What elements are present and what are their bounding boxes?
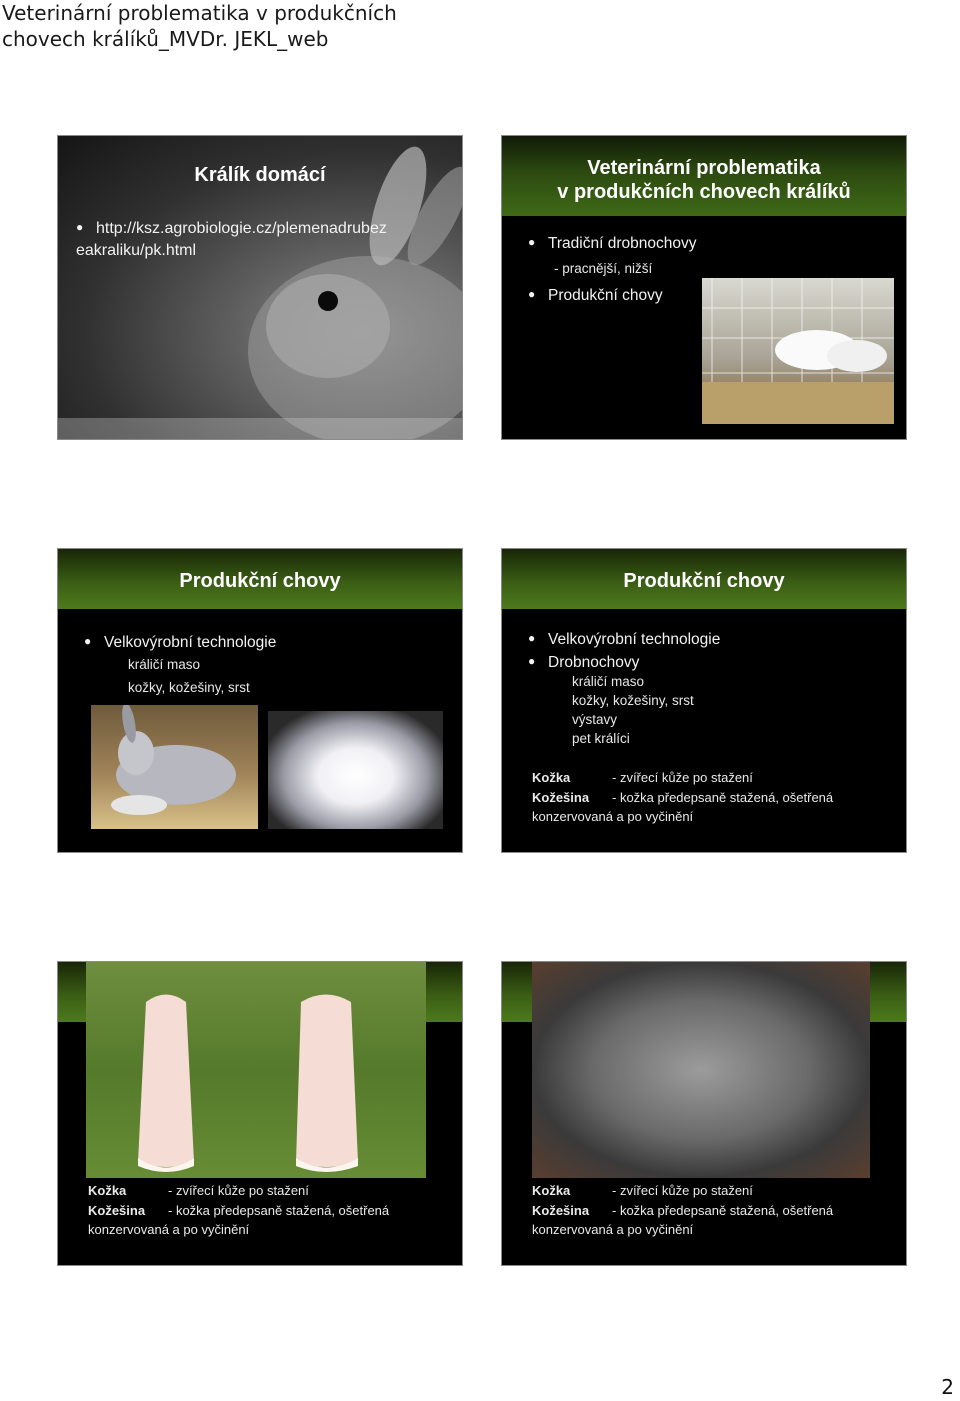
definition-kozesina: Kožešina - kožka předepsaně stažená, ošetřená	[532, 790, 834, 805]
cage-photo	[702, 278, 894, 424]
slide-kozky-2	[502, 962, 906, 1265]
bullet-dot-icon: ●	[528, 235, 536, 249]
page-number: 2	[941, 1375, 954, 1399]
bullet-velkovyrobni: ● Velkovýrobní technologie	[84, 631, 276, 653]
slide-title: Králík domácí	[194, 164, 326, 186]
definition-kozesina: Kožešina - kožka předepsaně stažená, ošetřená	[88, 1203, 390, 1218]
slide-kozky-1	[58, 962, 462, 1265]
bullet-produkcni: ● Produkční chovy	[528, 284, 663, 306]
grey-fur-photo	[532, 962, 870, 1178]
bullet-dot-icon: ●	[528, 654, 536, 668]
slide-veterinarni-problematika	[502, 136, 906, 439]
bullet-dot-icon: ●	[528, 631, 536, 645]
slide-kralik-domaci	[58, 136, 462, 439]
angora-rabbit-photo	[268, 711, 443, 829]
bullet-tradicni: ● Tradiční drobnochovy	[528, 232, 696, 254]
sub-vystavy: výstavy	[572, 712, 618, 727]
bullet-dot-icon: ●	[84, 634, 92, 648]
bullet-drobnochovy: ● Drobnochovy	[528, 651, 639, 673]
slide-title-line-2: v produkčních chovech králíků	[557, 181, 851, 203]
sub-maso: králičí maso	[128, 657, 201, 672]
definition-kozesina-cont: konzervovaná a po vyčinění	[532, 1222, 694, 1237]
bullet-velkovyrobni: ● Velkovýrobní technologie	[528, 628, 720, 650]
sub-kozky: kožky, kožešiny, srst	[128, 680, 250, 695]
sub-maso: králičí maso	[572, 674, 645, 689]
slide-title-line-1: Veterinární problematika	[587, 157, 821, 179]
pelts-on-grass-photo	[86, 962, 426, 1178]
bullet-dot-icon: ●	[528, 287, 536, 301]
slide-produkcni-chovy-2	[502, 549, 906, 852]
slide-produkcni-chovy-1	[58, 549, 462, 852]
sub-pet: pet králíci	[572, 731, 630, 746]
slide-title: Produkční chovy	[179, 570, 341, 592]
definition-kozesina: Kožešina - kožka předepsaně stažená, ošetřená	[532, 1203, 834, 1218]
document-title: Veterinární problematika v produkčních chovech králíků_MVDr. JEKL_web	[2, 1, 397, 51]
bullet-dot-icon: ●	[76, 220, 84, 234]
definition-kozka: Kožka - zvířecí kůže po stažení	[532, 770, 753, 785]
sub-kozky: kožky, kožešiny, srst	[572, 693, 694, 708]
definition-kozka: Kožka - zvířecí kůže po stažení	[88, 1183, 309, 1198]
definition-kozka: Kožka - zvířecí kůže po stažení	[532, 1183, 753, 1198]
sub-pracnejsi: - pracnější, nižší	[554, 261, 653, 276]
chinchilla-rabbit-photo	[91, 705, 258, 829]
bullet-link[interactable]: ● http://ksz.agrobiologie.cz/plemenadrubez eakraliku/pk.html	[76, 216, 416, 262]
definition-kozesina-cont: konzervovaná a po vyčinění	[88, 1222, 250, 1237]
definition-kozesina-cont: konzervovaná a po vyčinění	[532, 809, 694, 824]
slide-title: Produkční chovy	[623, 570, 785, 592]
